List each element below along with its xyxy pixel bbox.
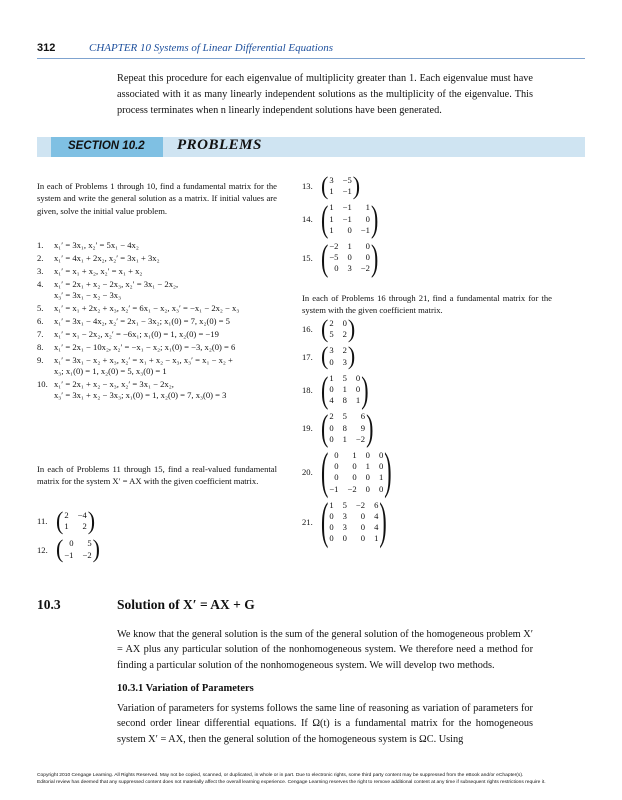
matrix-entry: −1 bbox=[342, 213, 352, 224]
matrix-entry: 0 bbox=[365, 241, 370, 252]
problem-text: x₁′ = x₁ − 2x₂, x₂′ = −6x₁; x₁(0) = 1, x₂(0) = −19 bbox=[54, 329, 219, 339]
matrix-entry: 0 bbox=[329, 522, 334, 533]
matrix-problem-number: 18. bbox=[302, 384, 313, 395]
left-paren: ( bbox=[321, 492, 329, 550]
matrix-entry: 0 bbox=[342, 533, 347, 544]
matrix-entry: 9 bbox=[360, 422, 366, 433]
matrix-entry: 3 bbox=[329, 345, 334, 356]
matrix-entry: −2 bbox=[329, 241, 339, 252]
matrix-entry: 1 bbox=[342, 384, 347, 395]
left-paren: ( bbox=[321, 197, 329, 240]
problem-number: 4. bbox=[37, 279, 44, 289]
problem-item bbox=[37, 316, 230, 327]
problem-item bbox=[37, 240, 139, 251]
section-label: SECTION 10.2 bbox=[68, 140, 145, 152]
matrix-entry: 0 bbox=[329, 422, 334, 433]
problem-item bbox=[37, 355, 233, 378]
matrix bbox=[56, 506, 96, 536]
matrix-entry: 1 bbox=[365, 461, 370, 472]
matrix-entry: −1 bbox=[329, 483, 339, 494]
matrix-entry: −2 bbox=[82, 549, 92, 560]
problem-text-continued: x₃′ = 3x₁ + x₂ − 3x₃; x₁(0) = 1, x₂(0) = 7, x₃(0) = 3 bbox=[54, 390, 227, 401]
matrix-entry: −1 bbox=[342, 202, 352, 213]
matrix-problem bbox=[302, 197, 379, 240]
matrix-problem bbox=[302, 492, 392, 550]
matrix-entry: 1 bbox=[342, 433, 347, 444]
matrix-problem-number: 21. bbox=[302, 517, 313, 528]
chapter-heading: CHAPTER 10 Systems of Linear Differential Equations bbox=[89, 42, 334, 54]
problem-number: 2. bbox=[37, 253, 44, 263]
matrix-entry: 1 bbox=[329, 213, 334, 224]
matrix-entry: 2 bbox=[82, 521, 87, 532]
footer-editorial: Editorial review has deemed that any suppressed content does not materially affect the overall learning experience. Cengage Learning reserves the right to remove additional content at any time if subsequent rights restrictions require it. bbox=[37, 780, 546, 785]
left-paren: ( bbox=[321, 314, 329, 344]
matrix bbox=[321, 406, 374, 449]
matrix-entry: 3 bbox=[342, 522, 347, 533]
matrix-entry: 2 bbox=[329, 318, 334, 328]
matrix-entry: 0 bbox=[347, 252, 352, 263]
right-paren: ) bbox=[384, 442, 392, 501]
problem-number: 3. bbox=[37, 266, 44, 276]
matrix-entry: 0 bbox=[360, 533, 366, 544]
problem-number: 8. bbox=[37, 342, 44, 352]
matrix-entry: 0 bbox=[378, 450, 384, 461]
matrix bbox=[321, 314, 356, 344]
right-paren: ) bbox=[92, 534, 100, 564]
matrix-problem-number: 19. bbox=[302, 423, 313, 434]
matrix-entry: 0 bbox=[69, 538, 74, 549]
right-paren: ) bbox=[347, 341, 356, 371]
left-paren: ( bbox=[321, 406, 329, 449]
matrix-problem-number: 14. bbox=[302, 214, 313, 225]
matrix-entry: −2 bbox=[355, 499, 366, 510]
left-paren: ( bbox=[321, 442, 329, 501]
matrix-problem-number: 13. bbox=[302, 181, 313, 192]
problem-item bbox=[37, 266, 142, 277]
matrix-entry: 1 bbox=[347, 241, 352, 252]
section-10-3-paragraph-1: We know that the general solution is the sum of the general solution of the homogeneous problem X′ = AX plus any particular solution of the nonhomogeneous system. We therefore need a method for finding a particular solution of the nonhomogeneous system. We will develop two methods. bbox=[117, 629, 533, 671]
matrix-entry: 0 bbox=[342, 318, 347, 328]
matrix-entry: 3 bbox=[342, 356, 347, 367]
problem-item bbox=[37, 303, 239, 314]
matrix-problem-number: 12. bbox=[37, 544, 48, 555]
matrix-entry: 1 bbox=[329, 202, 334, 213]
instructions-1-10: In each of Problems 1 through 10, find a fundamental matrix for the system and write the general solution as a matrix. If initial values are given, solve the initial value problem. bbox=[37, 181, 277, 216]
problem-number: 6. bbox=[37, 316, 44, 326]
section-title: PROBLEMS bbox=[177, 137, 262, 153]
instructions-11-15: In each of Problems 11 through 15, find a real-valued fundamental matrix for the system X′ = AX with the given coefficient matrix. bbox=[37, 464, 277, 487]
header-rule bbox=[37, 58, 585, 59]
matrix-entry: −5 bbox=[329, 252, 339, 263]
matrix-entry: 0 bbox=[334, 450, 339, 461]
matrix-entry: 3 bbox=[329, 175, 334, 185]
matrix-entry: 1 bbox=[355, 395, 361, 406]
matrix-problem bbox=[302, 341, 392, 371]
matrix-entry: 0 bbox=[365, 213, 370, 224]
left-paren: ( bbox=[56, 534, 64, 564]
matrix-entry: 6 bbox=[360, 411, 366, 422]
matrix-entry: −1 bbox=[64, 549, 74, 560]
right-paren: ) bbox=[347, 314, 356, 344]
problem-text: x₁′ = x₁ + 2x₂ + x₃, x₂′ = 6x₁ − x₂, x₃′ = −x₁ − 2x₂ − x₃ bbox=[54, 303, 240, 313]
matrix-entry: 1 bbox=[374, 533, 379, 544]
matrix-entry: 0 bbox=[365, 450, 370, 461]
matrix-entry: 5 bbox=[342, 411, 347, 422]
matrix-entry: −4 bbox=[77, 510, 87, 520]
problem-item bbox=[37, 253, 160, 264]
matrix-entry: −1 bbox=[360, 224, 370, 235]
subsection-title: 10.3.1 Variation of Parameters bbox=[117, 683, 254, 694]
matrix-entry: 0 bbox=[355, 384, 361, 395]
matrix-entry: 1 bbox=[365, 202, 370, 213]
problem-number: 9. bbox=[37, 355, 44, 365]
page-number: 312 bbox=[37, 42, 56, 54]
matrix-entry: 2 bbox=[329, 411, 334, 422]
matrix-entry: 0 bbox=[365, 483, 370, 494]
right-paren: ) bbox=[352, 171, 361, 201]
matrix-entry: 5 bbox=[87, 538, 92, 549]
matrix-problem bbox=[302, 367, 392, 411]
problem-text-continued: x₃′ = 3x₁ − x₂ − 3x₃ bbox=[54, 290, 122, 301]
matrix-problem-number: 16. bbox=[302, 324, 313, 335]
right-paren: ) bbox=[361, 367, 369, 411]
matrix-entry: 0 bbox=[329, 356, 334, 367]
matrix-entry: 0 bbox=[329, 533, 334, 544]
problem-text: x₁′ = 3x₁ − 4x₂, x₂′ = 2x₁ − 3x₂; x₁(0) = 7, x₂(0) = 5 bbox=[54, 316, 230, 326]
problem-item bbox=[37, 279, 178, 302]
matrix-entry: 5 bbox=[329, 329, 334, 340]
matrix-entry: −2 bbox=[360, 263, 370, 274]
matrix-entry: 8 bbox=[342, 395, 347, 406]
matrix-entry: 0 bbox=[360, 511, 366, 522]
matrix-entry: 0 bbox=[360, 522, 366, 533]
problem-item bbox=[37, 342, 235, 353]
matrix-entry: 2 bbox=[342, 345, 347, 356]
matrices-11-12 bbox=[37, 506, 100, 567]
matrix-entry: 0 bbox=[365, 472, 370, 483]
matrix-problem bbox=[302, 314, 392, 344]
matrices-16-21 bbox=[302, 314, 392, 550]
matrices-13-15 bbox=[302, 171, 379, 280]
matrix-entry: 2 bbox=[64, 510, 69, 520]
matrix-problem bbox=[302, 171, 378, 201]
problem-number: 1. bbox=[37, 240, 44, 250]
matrix-entry: 0 bbox=[378, 461, 384, 472]
problem-text: x₁′ = x₁ + x₂, x₂′ = x₁ + x₂ bbox=[54, 266, 143, 276]
matrix-entry: 0 bbox=[329, 433, 334, 444]
problem-text-continued: x₃; x₁(0) = 1, x₂(0) = 5, x₃(0) = 1 bbox=[54, 366, 167, 377]
matrix-entry: 1 bbox=[329, 224, 334, 235]
matrix-entry: 3 bbox=[347, 263, 352, 274]
problem-text: x₁′ = 3x₁, x₂′ = 5x₁ − 4x₂ bbox=[54, 240, 139, 250]
left-paren: ( bbox=[321, 367, 329, 411]
matrix-entry: −5 bbox=[342, 175, 352, 185]
matrix-entry: 0 bbox=[329, 384, 334, 395]
matrix-entry: 1 bbox=[329, 372, 334, 383]
problem-item bbox=[37, 329, 219, 340]
right-paren: ) bbox=[370, 197, 379, 240]
matrix-entry: −2 bbox=[355, 433, 366, 444]
matrix-entry: 0 bbox=[334, 472, 339, 483]
matrix-entry: −1 bbox=[342, 186, 352, 197]
matrix-problem bbox=[302, 406, 392, 449]
problem-text: x₁′ = 3x₁ − x₂ + x₃, x₂′ = x₁ + x₂ − x₃, x₃′ = x₁ − x₂ + bbox=[54, 355, 233, 365]
matrix-entry: 8 bbox=[342, 422, 347, 433]
right-paren: ) bbox=[379, 492, 387, 550]
left-paren: ( bbox=[56, 506, 64, 536]
matrix-entry: 0 bbox=[334, 461, 339, 472]
matrix-entry: 5 bbox=[342, 372, 347, 383]
matrix-entry: 0 bbox=[352, 461, 357, 472]
matrix-entry: 3 bbox=[342, 511, 347, 522]
section-10-3-paragraph-2: Variation of parameters for systems follows the same line of reasoning as variation of parameters for second order linear differential equations. If Ω(t) is a fundamental matrix for the homogeneous system X′ = AX, then the general solution of the homogeneous system is ΩC. Using bbox=[117, 703, 533, 745]
problem-item bbox=[37, 379, 226, 402]
matrix-problem bbox=[302, 235, 379, 279]
matrix-entry: 0 bbox=[334, 263, 339, 274]
matrix bbox=[321, 197, 379, 240]
left-paren: ( bbox=[321, 341, 329, 371]
matrix-entry: 0 bbox=[329, 511, 334, 522]
matrix bbox=[321, 492, 387, 550]
left-paren: ( bbox=[321, 171, 329, 201]
problem-number: 5. bbox=[37, 303, 44, 313]
matrix-entry: 1 bbox=[352, 450, 357, 461]
matrix-problem-number: 15. bbox=[302, 252, 313, 263]
problem-text: x₁′ = 4x₁ + 2x₂, x₂′ = 3x₁ + 3x₂ bbox=[54, 253, 160, 263]
matrix-entry: 4 bbox=[374, 511, 379, 522]
section-10-3-title: Solution of X′ = AX + G bbox=[117, 597, 255, 612]
matrix-problem-number: 17. bbox=[302, 351, 313, 362]
matrix-entry: 5 bbox=[342, 499, 347, 510]
left-paren: ( bbox=[321, 235, 329, 279]
matrix-problem-number: 11. bbox=[37, 516, 48, 527]
problem-text: x₁′ = 2x₁ − 10x₂, x₂′ = −x₁ − x₂; x₁(0) = −3, x₂(0) = 6 bbox=[54, 342, 236, 352]
matrix-entry: −2 bbox=[347, 483, 357, 494]
matrix-entry: 1 bbox=[329, 499, 334, 510]
matrix-problem-number: 20. bbox=[302, 467, 313, 478]
matrix-entry: 6 bbox=[374, 499, 379, 510]
matrix-entry: 0 bbox=[355, 372, 361, 383]
right-paren: ) bbox=[370, 235, 379, 279]
matrix-entry: 2 bbox=[342, 329, 347, 340]
matrix-entry: 0 bbox=[347, 224, 352, 235]
intro-paragraph: Repeat this procedure for each eigenvalue of multiplicity greater than 1. Each eigenvalue must have associated with it as many linearly independent solutions as the multiplicity of the eigenvalue. This process terminates when n linearly independent solutions have been generated. bbox=[117, 73, 533, 116]
problem-text: x₁′ = 2x₁ + x₂ − x₃, x₂′ = 3x₁ − 2x₂, bbox=[54, 379, 174, 389]
matrix-entry: 0 bbox=[365, 252, 370, 263]
matrix-problem bbox=[302, 442, 392, 501]
matrix-entry: 0 bbox=[352, 472, 357, 483]
problem-number: 7. bbox=[37, 329, 44, 339]
footer-copyright: Copyright 2010 Cengage Learning. All Rights Reserved. May not be copied, scanned, or duplicated, in whole or in part. Due to electronic rights, some third party content may be suppressed from the eBook and/or eChapter(s). bbox=[37, 773, 524, 778]
matrix-problem bbox=[37, 534, 100, 564]
right-paren: ) bbox=[87, 506, 96, 536]
instructions-16-21: In each of Problems 16 through 21, find a fundamental matrix for the system with the given coefficient matrix. bbox=[302, 293, 552, 316]
section-10-3-number: 10.3 bbox=[37, 597, 61, 612]
matrix bbox=[321, 235, 379, 279]
matrix-entry: 1 bbox=[378, 472, 384, 483]
matrix bbox=[56, 534, 100, 564]
matrix-entry: 4 bbox=[329, 395, 334, 406]
matrix-entry: 1 bbox=[329, 186, 334, 197]
matrix-problem bbox=[37, 506, 100, 536]
problem-text: x₁′ = 2x₁ + x₂ − 2x₃, x₂′ = 3x₁ − 2x₂, bbox=[54, 279, 179, 289]
matrix-entry: 4 bbox=[374, 522, 379, 533]
matrix-entry: 1 bbox=[64, 521, 69, 532]
matrix-entry: 0 bbox=[378, 483, 384, 494]
right-paren: ) bbox=[366, 406, 374, 449]
problem-number: 10. bbox=[37, 379, 48, 389]
